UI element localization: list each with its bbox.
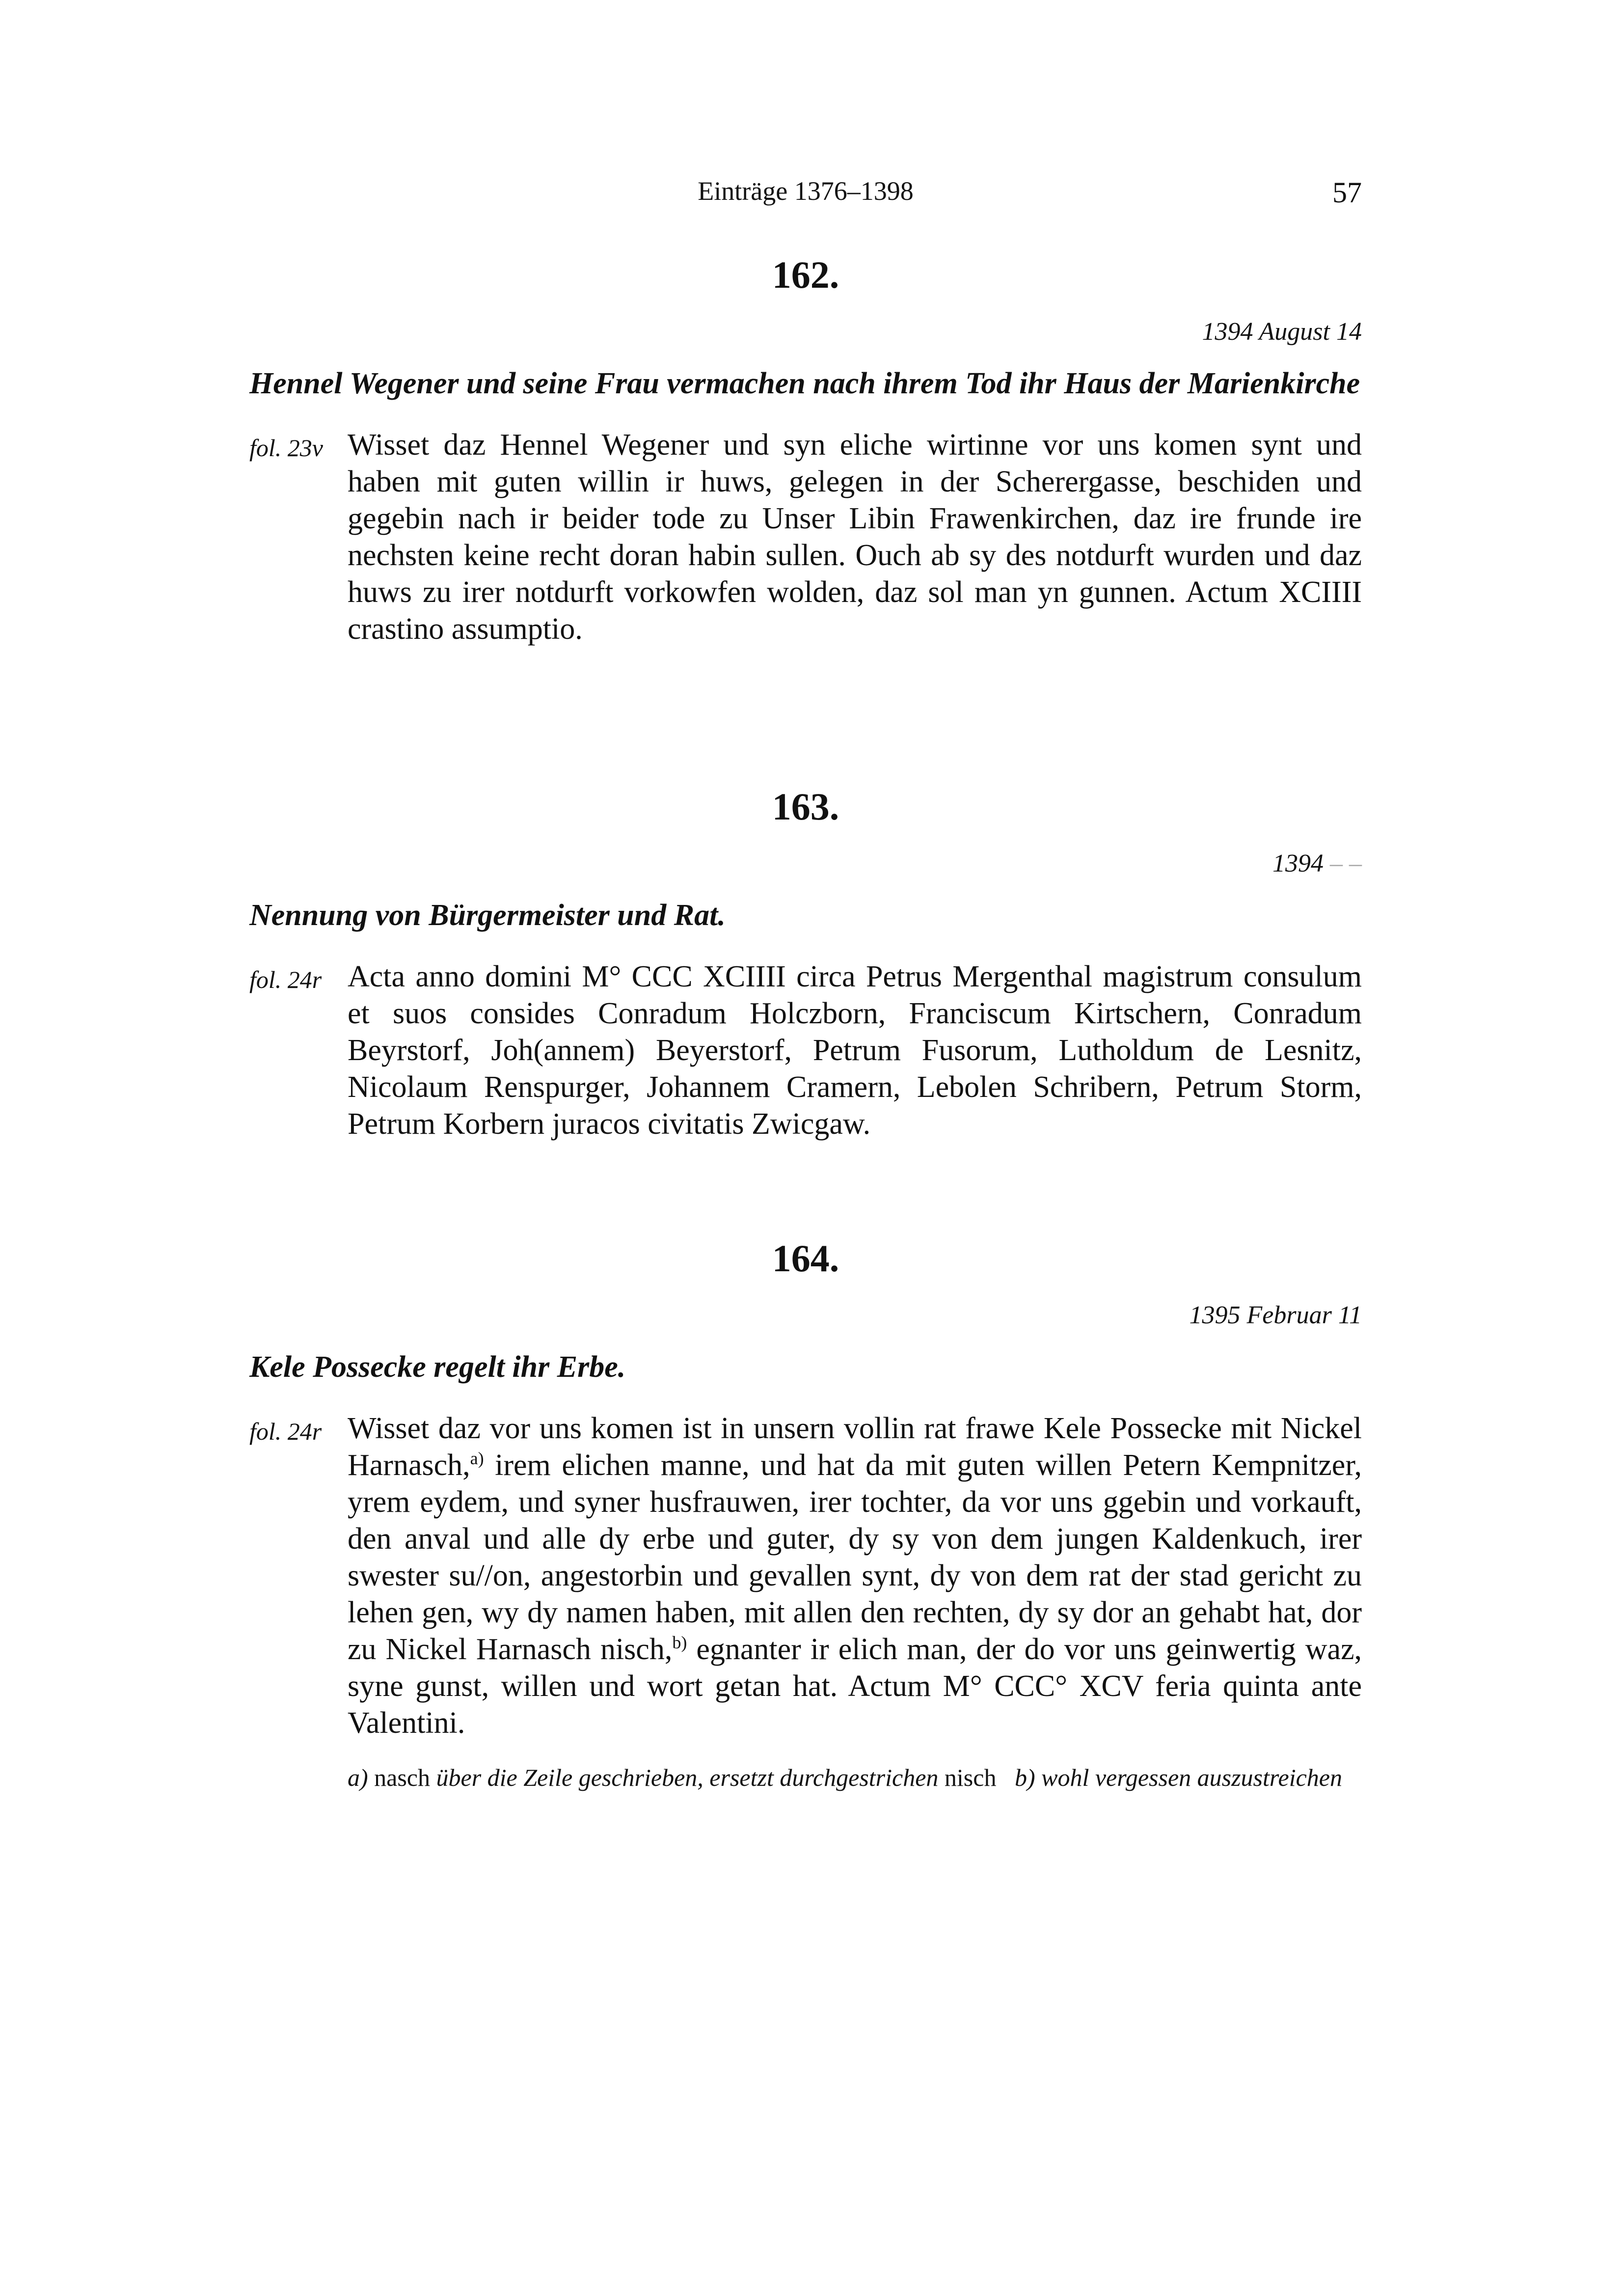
entry-text [348, 1410, 1362, 1742]
entry-heading: Hennel Wegener und seine Frau vermachen nach ihrem Tod ihr Haus der Marienkirche [249, 367, 1360, 400]
page-number: 57 [1332, 176, 1362, 209]
footnote-text: wohl vergessen auszustreichen [1041, 1764, 1342, 1791]
footnote-marker-b: b) [672, 1633, 687, 1652]
entry-text-part: irem elichen manne, und hat da mit guten willen Petern Kempnitzer, yrem eydem, und syner husfrauwen, irer tochter, da vor uns ggebin und vorkauft, den anval und alle dy erbe und guter, dy sy von dem jungen Kaldenkuch, irer swester su//on, angestorbin und gevallen synt, dy von dem rat der stad gericht zu lehen gen, wy dy namen haben, mit allen den rechten, dy sy dor an gehabt hat, dor zu Nickel Harnasch nisch, [348, 1449, 1362, 1666]
entry-date: 1394 August 14 [1202, 318, 1362, 346]
footnote-word: nisch [944, 1764, 997, 1791]
footnotes [249, 1761, 1362, 1794]
entry-body [249, 1410, 1362, 1742]
footnote-label-b: b) [1014, 1764, 1035, 1791]
entry-body [249, 427, 1362, 648]
entry-text-part: Wisset daz vor uns komen ist in unsern vollin rat frawe Kele Possecke mit Nickel Harnasch, [348, 1412, 1362, 1482]
entry-date-year: 1394 [1272, 849, 1324, 877]
folio-reference: fol. 23v [249, 434, 323, 462]
entry-163 [249, 785, 1362, 1143]
running-head [249, 176, 1362, 220]
entry-body [249, 958, 1362, 1143]
entry-number: 164. [772, 1237, 839, 1280]
footnote-label-a: a) [348, 1764, 368, 1791]
entry-date: 1395 Februar 11 [1189, 1301, 1362, 1329]
entry-text-part: egnanter ir elich man, der do vor uns geinwertig waz, syne gunst, willen und wort getan hat. Actum M° CCC° XCV feria quinta ante Valentini. [348, 1633, 1362, 1740]
entry-164 [249, 1236, 1362, 1794]
entry-number: 162. [772, 253, 839, 296]
footnote-marker-a: a) [470, 1449, 484, 1468]
entry-162 [249, 253, 1362, 648]
footnote-word: nasch [374, 1764, 430, 1791]
footnote-text: über die Zeile geschrieben, ersetzt durchgestrichen [436, 1764, 939, 1791]
folio-reference: fol. 24r [249, 966, 322, 993]
entry-date [249, 847, 1362, 881]
entry-number: 163. [772, 785, 839, 828]
running-title: Einträge 1376–1398 [698, 176, 914, 206]
entry-date-missing: – – [1330, 849, 1362, 877]
entry-heading: Nennung von Bürgermeister und Rat. [249, 899, 726, 932]
entry-text: Acta anno domini M° CCC XCIIII circa Petrus Mergenthal magistrum consulum et suos consides Conradum Holczborn, Franciscum Kirtschern, Conradum Beyrstorf, Joh(annem) Beyerstorf, Petrum Fusorum, Lutholdum de Lesnitz, Nicolaum Renspurger, Johannem Cramern, Lebolen Schribern, Petrum Storm, Petrum Korbern juracos civitatis Zwicgaw. [348, 960, 1362, 1141]
folio-reference: fol. 24r [249, 1418, 322, 1445]
entry-heading: Kele Possecke regelt ihr Erbe. [249, 1350, 626, 1384]
entry-text: Wisset daz Hennel Wegener und syn eliche wirtinne vor uns komen synt und haben mit guten willin ir huws, gelegen in der Scherergasse, beschiden und gegebin nach ir beider tode zu Unser Libin Frawenkirchen, daz ire frunde ire nechsten keine recht doran habin sullen. Ouch ab sy des notdurft wurden und daz huws zu irer notdurft vorkowfen wolden, daz sol man yn gunnen. Actum XCIIII crastino assumptio. [348, 428, 1362, 646]
